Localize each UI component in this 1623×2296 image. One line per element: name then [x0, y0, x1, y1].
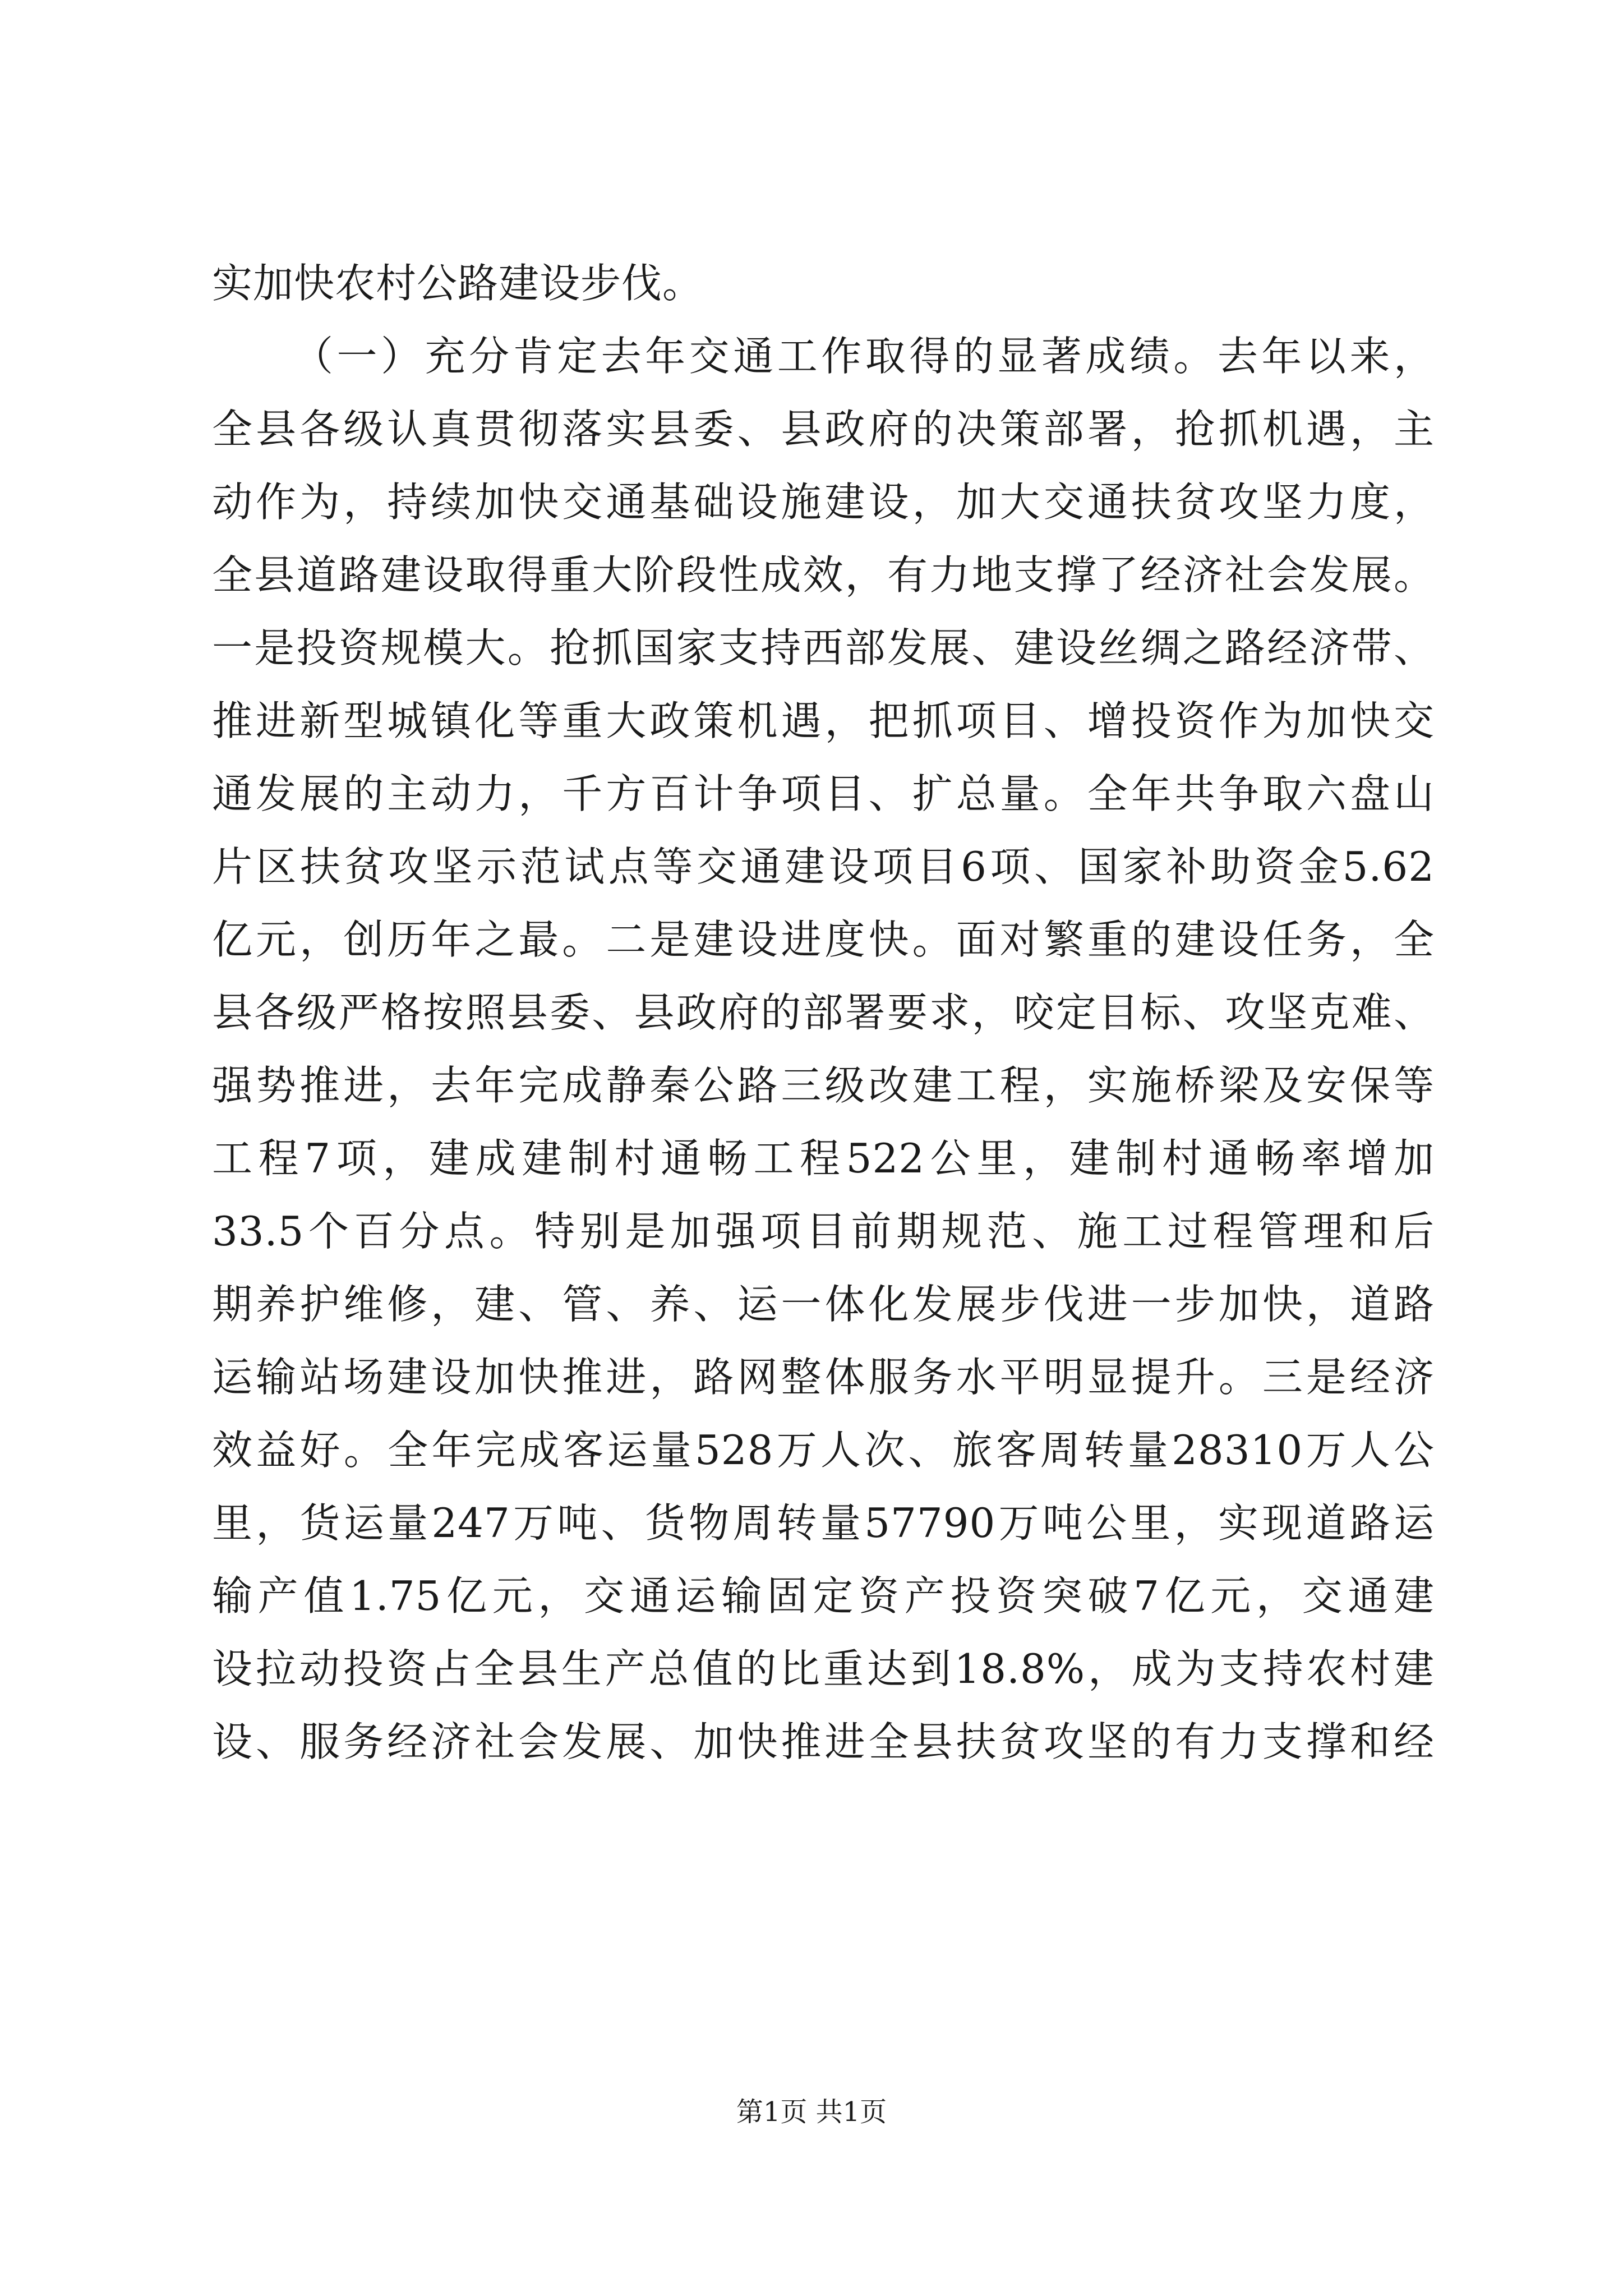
body-text — [212, 247, 1435, 1778]
text-line: 县各级严格按照县委、县政府的部署要求，咬定目标、攻坚克难、 — [212, 989, 1435, 1036]
text-line: 实加快农村公路建设步伐。 — [212, 260, 704, 307]
text-line: 动作为，持续加快交通基础设施建设，加大交通扶贫攻坚力度， — [212, 478, 1435, 526]
text-line: 期养护维修，建、管、养、运一体化发展步伐进一步加快，道路 — [212, 1281, 1435, 1328]
text-line: 全县各级认真贯彻落实县委、县政府的决策部署，抢抓机遇，主 — [212, 406, 1435, 453]
text-line: 全县道路建设取得重大阶段性成效，有力地支撑了经济社会发展。 — [212, 551, 1435, 599]
text-line: 片区扶贫攻坚示范试点等交通建设项目6项、国家补助资金5.62 — [212, 843, 1435, 890]
text-line: 里，货运量247万吨、货物周转量57790万吨公里，实现道路运 — [212, 1499, 1435, 1547]
text-line: 工程7项，建成建制村通畅工程522公里，建制村通畅率增加 — [212, 1135, 1435, 1182]
text-line: 通发展的主动力，千方百计争项目、扩总量。全年共争取六盘山 — [212, 770, 1435, 817]
text-line: 亿元，创历年之最。二是建设进度快。面对繁重的建设任务，全 — [212, 916, 1435, 963]
text-line: （一）充分肯定去年交通工作取得的显著成绩。去年以来， — [293, 333, 1435, 380]
text-line: 一是投资规模大。抢抓国家支持西部发展、建设丝绸之路经济带、 — [212, 624, 1435, 671]
text-line: 效益好。全年完成客运量528万人次、旅客周转量28310万人公 — [212, 1427, 1435, 1474]
text-line: 强势推进，去年完成静秦公路三级改建工程，实施桥梁及安保等 — [212, 1062, 1435, 1109]
page-number-footer: 第1页 共1页 — [736, 2096, 887, 2128]
text-line: 设拉动投资占全县生产总值的比重达到18.8%，成为支持农村建 — [212, 1645, 1435, 1692]
text-line: 输产值1.75亿元，交通运输固定资产投资突破7亿元，交通建 — [212, 1572, 1435, 1619]
text-line: 33.5个百分点。特别是加强项目前期规范、施工过程管理和后 — [212, 1208, 1435, 1255]
text-line: 设、服务经济社会发展、加快推进全县扶贫攻坚的有力支撑和经 — [212, 1718, 1435, 1765]
text-line: 推进新型城镇化等重大政策机遇，把抓项目、增投资作为加快交 — [212, 697, 1435, 744]
text-line: 运输站场建设加快推进，路网整体服务水平明显提升。三是经济 — [212, 1354, 1435, 1401]
